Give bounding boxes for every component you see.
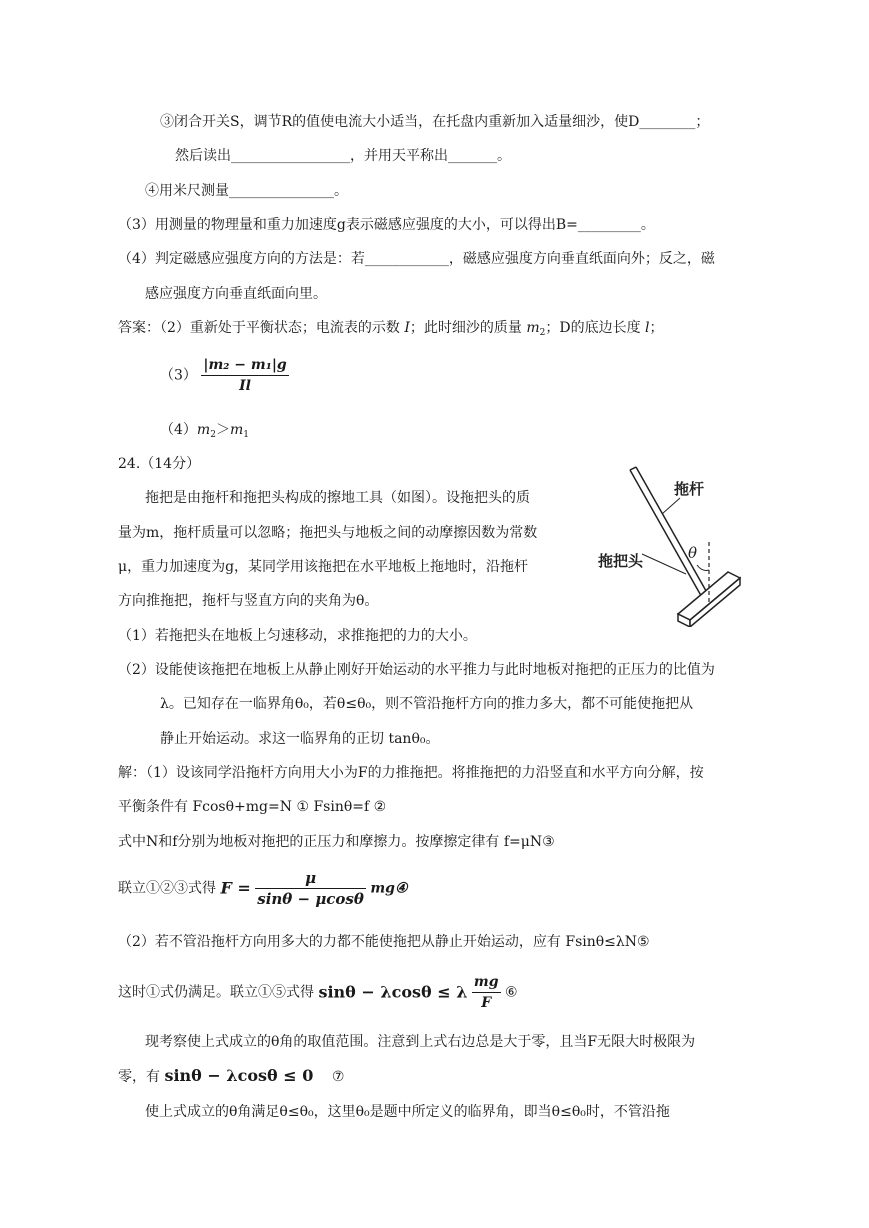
label-head: 拖把头 bbox=[598, 552, 644, 570]
q24-sub-1: （1）若拖把头在地板上匀速移动，求推拖把的力的大小。 bbox=[118, 628, 477, 644]
solution-line-3: 式中N和f分别为地板对拖把的正压力和摩擦力。按摩擦定律有 f=μN③ bbox=[118, 834, 555, 850]
eq4-fraction: $\frac{\mu}{\sin\theta - \mu\cos\theta}$ bbox=[257, 869, 364, 908]
answer-3: （3） $\frac{\text{|m₂ − m₁|g}}{Il}$ bbox=[160, 357, 287, 394]
line-step3: ③闭合开关S，调节R的值使电流大小适当，在托盘内重新加入适量细沙，使D________； bbox=[160, 114, 710, 130]
solution-line-1: 解：（1）设该同学沿拖杆方向用大小为F的力推拖把。将推拖把的力沿竖直和水平方向分解，按 bbox=[118, 765, 704, 781]
answer-3-fraction: $\frac{\text{|m₂ − m₁|g}}{Il}$ bbox=[203, 357, 287, 394]
line-q4: （4）判定磁感应强度方向的方法是：若____________，磁感应强度方向垂直纸面向外；反之，磁 bbox=[118, 251, 715, 267]
rod-leader-line bbox=[662, 498, 680, 514]
q24-para-3: μ，重力加速度为g，某同学用该拖把在水平地板上拖地时，沿拖杆 bbox=[118, 559, 529, 575]
line-step4: ④用米尺测量_______________。 bbox=[145, 183, 348, 199]
solution-line-7: 现考察使上式成立的θ角的取值范围。注意到上式右边总是大于零，且当F无限大时极限为 bbox=[145, 1034, 696, 1050]
label-theta: θ bbox=[688, 544, 698, 562]
solution-line-2: 平衡条件有 Fcosθ+mg=N ① Fsinθ=f ② bbox=[118, 799, 387, 815]
solution-eq-7: 零，有 sinθ − λcosθ ≤ 0 ⑦ bbox=[118, 1066, 345, 1085]
q24-para-4: 方向推拖把，拖杆与竖直方向的夹角为θ。 bbox=[118, 593, 379, 609]
solution-eq-6: 这时①式仍满足。联立①⑤式得 sinθ − λcosθ ≤ λ $\frac{mg}{F}$ ⑥ bbox=[118, 974, 518, 1011]
mop-diagram bbox=[590, 462, 750, 627]
solution-eq-4: 联立①②③式得 F = $\frac{\mu}{\sin\theta - \mu\cos\theta}$ mg④ bbox=[118, 869, 408, 908]
solution-line-5: （2）若不管沿拖杆方向用多大的力都不能使拖把从静止开始运动，应有 Fsinθ≤λN⑤ bbox=[118, 934, 650, 950]
solution-line-9: 使上式成立的θ角满足θ≤θ₀，这里θ₀是题中所定义的临界角，即当θ≤θ₀时，不管沿拖 bbox=[145, 1104, 670, 1120]
q24-sub-2-cont: λ。已知存在一临界角θ₀，若θ≤θ₀，则不管沿拖杆方向的推力多大，都不可能使拖把从 bbox=[160, 696, 694, 712]
answer-4: $(4)m_2>m_1$ bbox=[160, 422, 249, 440]
q24-para-1: 拖把是由拖杆和拖把头构成的擦地工具（如图）。设拖把头的质 bbox=[145, 490, 530, 506]
line-step3-cont: 然后读出_________________，并用天平称出_______。 bbox=[175, 148, 511, 164]
eq6-fraction: $\frac{mg}{F}$ bbox=[473, 974, 499, 1011]
q24-sub-2: （2）设能使该拖把在地板上从静止刚好开始运动的水平推力与此时地板对拖把的正压力的比值为 bbox=[118, 662, 715, 678]
answer-line-2: 答案：（2）重新处于平衡状态；电流表的示数 I；此时细沙的质量 $m_2$；D的底边长度 l； bbox=[118, 320, 664, 338]
line-q4-cont: 感应强度方向垂直纸面向里。 bbox=[145, 286, 327, 302]
mop-rod-top bbox=[630, 467, 636, 470]
q24-sub-2-cont2: 静止开始运动。求这一临界角的正切 tanθ₀。 bbox=[160, 731, 440, 747]
angle-arc bbox=[697, 565, 709, 570]
q24-para-2: 量为m，拖杆质量可以忽略；拖把头与地板之间的动摩擦因数为常数 bbox=[118, 525, 538, 541]
line-q3: （3）用测量的物理量和重力加速度g表示磁感应强度的大小，可以得出B=_________。 bbox=[118, 217, 655, 233]
question-24-title: 24.（14分） bbox=[118, 456, 201, 472]
label-rod: 拖杆 bbox=[674, 480, 705, 498]
